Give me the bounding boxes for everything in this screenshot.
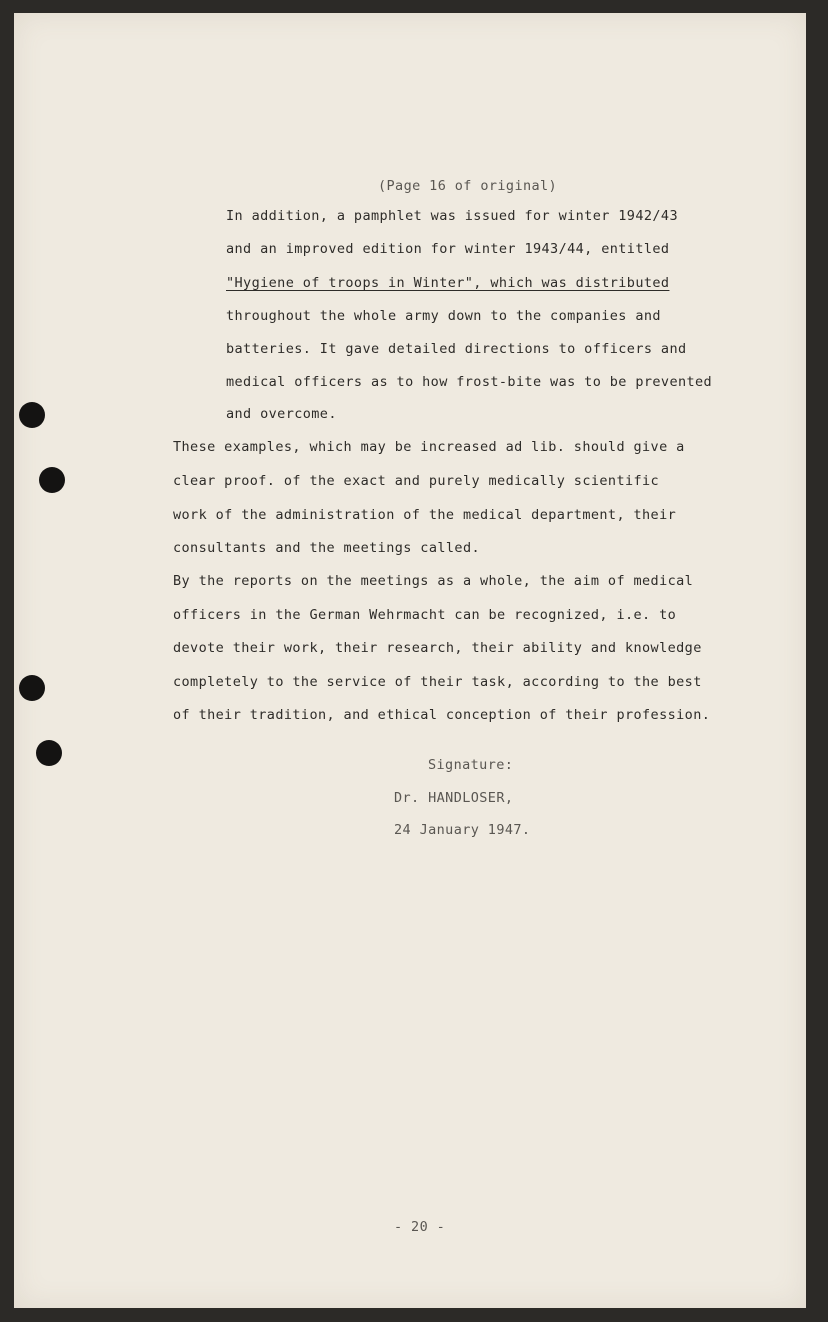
signature-label: Signature:: [428, 757, 514, 773]
text-line: consultants and the meetings called.: [173, 540, 480, 556]
page-header: (Page 16 of original): [378, 178, 558, 194]
text-line: clear proof. of the exact and purely medically scientific: [173, 473, 660, 489]
page-number: - 20 -: [394, 1219, 446, 1235]
text-line: work of the administration of the medical department, their: [173, 507, 677, 523]
text-line: In addition, a pamphlet was issued for winter 1942/43: [226, 208, 678, 224]
text-line: throughout the whole army down to the companies and: [226, 308, 661, 324]
paper-sheet: [14, 13, 806, 1308]
text-line: and overcome.: [226, 406, 337, 422]
signature-name: Dr. HANDLOSER,: [394, 790, 514, 806]
text-line: By the reports on the meetings as a whole, the aim of medical: [173, 573, 694, 589]
text-line: medical officers as to how frost-bite was to be prevented: [226, 374, 713, 390]
text-line: completely to the service of their task, according to the best: [173, 674, 702, 690]
signature-date: 24 January 1947.: [394, 822, 531, 838]
punch-hole: [36, 740, 62, 766]
text-line: and an improved edition for winter 1943/44, entitled: [226, 241, 670, 257]
punch-hole: [39, 467, 65, 493]
punch-hole: [19, 402, 45, 428]
text-line: batteries. It gave detailed directions to officers and: [226, 341, 687, 357]
text-line-pamphlet-title: "Hygiene of troops in Winter", which was distributed: [226, 275, 670, 291]
text-line: of their tradition, and ethical conception of their profession.: [173, 707, 711, 723]
text-line: These examples, which may be increased ad lib. should give a: [173, 439, 685, 455]
punch-hole: [19, 675, 45, 701]
text-line: devote their work, their research, their ability and knowledge: [173, 640, 702, 656]
text-line: officers in the German Wehrmacht can be recognized, i.e. to: [173, 607, 677, 623]
